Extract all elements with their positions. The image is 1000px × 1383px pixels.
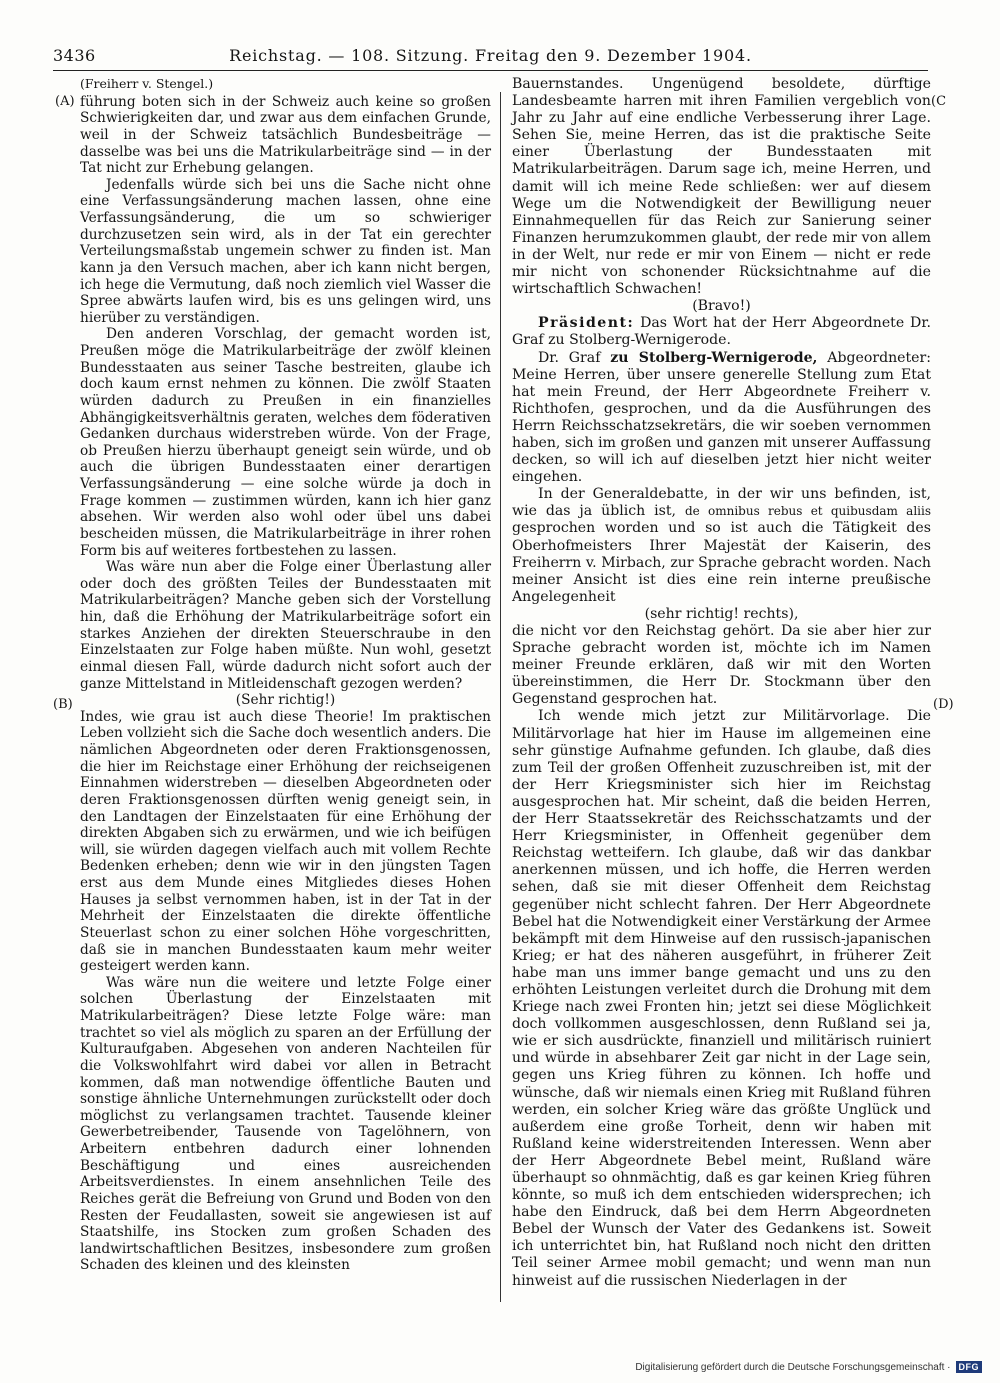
interjection: (Bravo!) <box>692 298 751 315</box>
president-label: Präsident: <box>538 315 635 332</box>
left-column <box>80 76 491 1274</box>
margin-mark-a: (A) <box>55 94 75 109</box>
paragraph: Bauernstandes. Ungenügend besoldete, dürftige Landesbeamte harren mit ihren Familien vergeblich von Jahr zu Jahr auf eine endliche Verbesserung ihrer Lage. Sehen Sie, meine Herren, das ist die praktische Seite einer Überlastung der Bundesstaaten mit Matrikularbeiträgen. Darum sage ich, meine Herren, und damit will ich meine Rede schließen: wer auf diesem Wege um die Notwendigkeit der Bewilligung neuer Einnahmequellen für das Reich zur Sanierung seiner Finanzen herumzukommen glaubt, der rede mir von allem in der Welt, nur rede er mir von Einem — nicht er rede mir nicht von schonender Rücksichtnahme auf die wirtschaftlich Schwachen! <box>512 76 931 298</box>
paragraph: die nicht vor den Reichstag gehört. Da sie aber hier zur Sprache gebracht worden ist, möchte ich im Namen meiner Freunde erklären, daß wir mit den Worten übereinstimmen, die Herr Dr. Stockmann über den Gegenstand gesprochen hat. <box>512 623 931 708</box>
speaker-prefix: Dr. Graf <box>538 349 601 366</box>
paragraph-part: In der Generaldebatte, in der wir uns befinden, ist, wie das ja üblich ist, <box>512 486 931 520</box>
interjection: (Sehr richtig!) <box>235 692 336 709</box>
president-text: Das Wort hat der Herr Abgeordnete Dr. Graf zu Stolberg-Wernigerode. <box>512 315 931 349</box>
speaker-intro <box>512 350 931 487</box>
page-number: 3436 <box>53 46 96 65</box>
interjection: (sehr richtig! rechts), <box>644 605 799 622</box>
paragraph: Indes, wie grau ist auch diese Theorie! Im praktischen Leben vollzieht sich die Sache doch wesentlich anders. Die nämlichen Abgeordneten oder deren Fraktionsgenossen, die hier im Reichstage einer Erhöhung der reichseigenen Einnahmen widerstreben — dieselben Abgeordneten oder deren Fraktionsgenossen dürften wenig geneigt sein, in den Landtagen der Einzelstaaten für eine Erhöhung der direkten Abgaben sich zu erwärmen, und wie ich beifügen will, sie würden dagegen vielfach auch mit vollem Rechte Bedenken erheben; denn wie wir in den jüngsten Tagen erst aus dem Munde eines Mitgliedes dieses Hohen Hauses ja selbst vernommen haben, ist in der Tat in der Mehrheit der Einzelstaaten die direkte öffentliche Steuerlast schon zu einer solchen Höhe vorgeschritten, daß sie in manchen Bundesstaaten kaum mehr weiter gesteigert werden kann. <box>80 708 491 975</box>
running-head: Reichstag. — 108. Sitzung. Freitag den 9. Dezember 1904. <box>229 46 752 65</box>
margin-mark-c: (C <box>931 94 947 109</box>
paragraph: Was wäre nun die weitere und letzte Folge einer solchen Überlastung der Einzelstaaten mit Matrikularbeiträgen? Diese letzte Folge wäre: man trachtet so viel als möglich zu sparen an der Erfüllung der Kulturaufgaben. Abgesehen von anderen Nachteilen für die Volkswohlfahrt wird dabei vor allen in Betracht kommen, daß man notwendige öffentliche Bauten und sonstige ähnliche Unternehmungen zurückstellt oder doch möglichst zu verlangsamen trachtet. Tausende kleiner Gewerbetreibender, Tausende von Tagelöhnern, von Arbeitern entbehren dadurch einer lohnenden Beschäftigung und eines ausreichenden Arbeitsverdienstes. In einem ansehnlichen Teile des Reiches gerät die Befreiung von Grund und Boden von den Resten der Feudallasten, soweit sie angewiesen ist auf Staatshilfe, ins Stocken zum großen Schaden des landwirtschaftlichen Besitzes, insbesondere zum großen Schaden des kleinen und des kleinsten <box>80 974 491 1274</box>
paragraph <box>512 486 931 606</box>
president-statement <box>512 315 931 349</box>
margin-mark-b: (B) <box>53 697 73 712</box>
dfg-logo: DFG <box>956 1361 983 1373</box>
paragraph: Jedenfalls würde sich bei uns die Sache nicht ohne eine Verfassungsänderung machen lassen, ohne eine Verfassungsänderung, die um so schwieriger durchzusetzen sein wird, als in der Tat ein gerechter Verteilungsmaßstab ungemein schwer zu finden ist. Man kann ja den Versuch machen, aber ich kann nicht bergen, ich hege die Vermutung, daß noch ziemlich viel Wasser die Spree abwärts laufen wird, bis es uns gelingen wird, uns hierüber zu verständigen. <box>80 176 491 326</box>
paragraph: Ich wende mich jetzt zur Militärvorlage. Die Militärvorlage hat hier im Hause im allgemeinen eine sehr günstige Aufnahme gefunden. Ich glaube, daß dies zum Teil der großen Offenheit zuzuschreiben ist, mit der der Herr Kriegsminister sich hier im Reichstag ausgesprochen hat. Mir scheint, daß die beiden Herren, der Herr Staatssekretär des Reichsschatzamts und der Herr Kriegsminister, in Offenheit gegenüber dem Reichstag wetteifern. Ich glaube, daß wir das dankbar anerkennen müssen, und ich hoffe, die Herren werden sehen, daß sie mit dieser Offenheit dem Reichstag gegenüber nicht schlecht fahren. Der Herr Abgeordnete Bebel hat die Notwendigkeit einer Verstärkung der Armee bekämpft mit dem Hinweise auf den russisch-japanischen Krieg; er hat des näheren ausgeführt, in früherer Zeit habe man uns immer bange gemacht und uns zu den erhöhten Leistungen verleitet durch die Drohung mit dem Kriege nach zwei Fronten hin; jetzt sei diese Möglichkeit doch vollkommen ausgeschlossen, denn Rußland sei ja, wie er sich ausdrückte, finanziell und militärisch ruiniert und würde in absehbarer Zeit gar nicht in der Lage sein, gegen uns Krieg führen zu können. Ich hoffe und wünsche, daß wir niemals einen Krieg mit Rußland führen werden, ein solcher Krieg wäre das größte Unglück und außerdem eine große Torheit, denn wir haben mit Rußland keine widerstreitenden Interessen. Wenn aber der Herr Abgeordnete Bebel meint, Rußland wäre überhaupt so ohnmächtig, daß es gar keinen Krieg führen könnte, so muß ich dem entschieden widersprechen; ich habe den Eindruck, daß bei dem Herrn Abgeordneten Bebel der Wunsch der Vater des Gedankens ist. Soweit ich unterrichtet bin, hat Rußland noch nicht den dritten Teil seiner Armee mobil gemacht; und wenn man nun hinweist auf die russischen Niederlagen in der <box>512 708 931 1289</box>
latin-phrase: de omnibus rebus et quibusdam aliis <box>684 504 932 519</box>
paragraph-part: gesprochen worden und so ist auch die Tätigkeit des Oberhofmeisters Ihrer Majestät der Kaiserin, des Freiherrn v. Mirbach, zur Sprache gebracht worden. Nach meiner Ansicht ist dies eine rein interne preußische Angelegenheit <box>512 520 931 605</box>
footer-text: Digitalisierung gefördert durch die Deutsche Forschungsgemeinschaft · <box>635 1361 951 1373</box>
continued-speaker-label: (Freiherr v. Stengel.) <box>80 76 214 91</box>
paragraph: Den anderen Vorschlag, der gemacht worden ist, Preußen möge die Matrikularbeiträge der zwölf kleinen Bundesstaaten aus seiner Tasche bestreiten, glaube ich doch kaum ernst nehmen zu können. Die zwölf Staaten würden dadurch zu Preußen in ein finanzielles Abhängigkeitsverhältnis geraten, welches dem föderativen Gedanken durchaus widerstreben würde. Von der Frage, ob Preußen hierzu überhaupt geneigt sein würde, und ob auch die übrigen Bundesstaaten einer derartigen Verfassungsänderung — eine solche würde ja doch in Frage kommen — zustimmen würden, kann ich hier ganz absehen. Wir werden also wohl oder übel uns dabei bescheiden müssen, die Matrikularbeiträge in ihrer rohen Form bis auf weiteres fortbestehen zu lassen. <box>80 326 491 559</box>
footer <box>635 1361 982 1373</box>
page-header <box>53 44 928 71</box>
paragraph: führung boten sich in der Schweiz auch keine so großen Schwierigkeiten dar, und zwar aus dem einfachen Grunde, weil in der Schweiz tatsächlich Bundesbeiträge — dasselbe was bei uns die Matrikularbeiträge sind — in der Tat nicht zur Erhebung gelangen. <box>80 93 491 177</box>
paragraph: Was wäre nun aber die Folge einer Überlastung aller oder doch des größten Teiles der Bundesstaaten mit Matrikularbeiträgen? Manche geben sich der Vorstellung hin, daß die Erhöhung der Matrikularbeiträge sofort ein starkes Anziehen der direkten Steuerschraube in den Einzelstaaten zur Folge haben müßte. Nun wohl, gesetzt einmal diesen Fall, würde dadurch nicht sofort auch der ganze Mittelstand in Mitleidenschaft gezogen werden? <box>80 559 491 692</box>
speaker-text: Abgeordneter: Meine Herren, über unsere generelle Stellung zum Etat hat mein Freund, der Herr Abgeordnete Freiherr v. Richthofen, gesprochen, und da die Ausführungen des Herrn Reichsschatzsekretärs, die wir soeben vernommen haben, sich im großen und ganzen mit unserer Auffassung decken, so will ich auf dieselben jetzt hier nicht weiter eingehen. <box>512 349 932 486</box>
margin-mark-d: (D) <box>933 697 954 712</box>
column-divider <box>500 92 501 1302</box>
right-column <box>512 76 931 1290</box>
speaker-name: zu Stolberg-Wernigerode, <box>610 349 818 366</box>
